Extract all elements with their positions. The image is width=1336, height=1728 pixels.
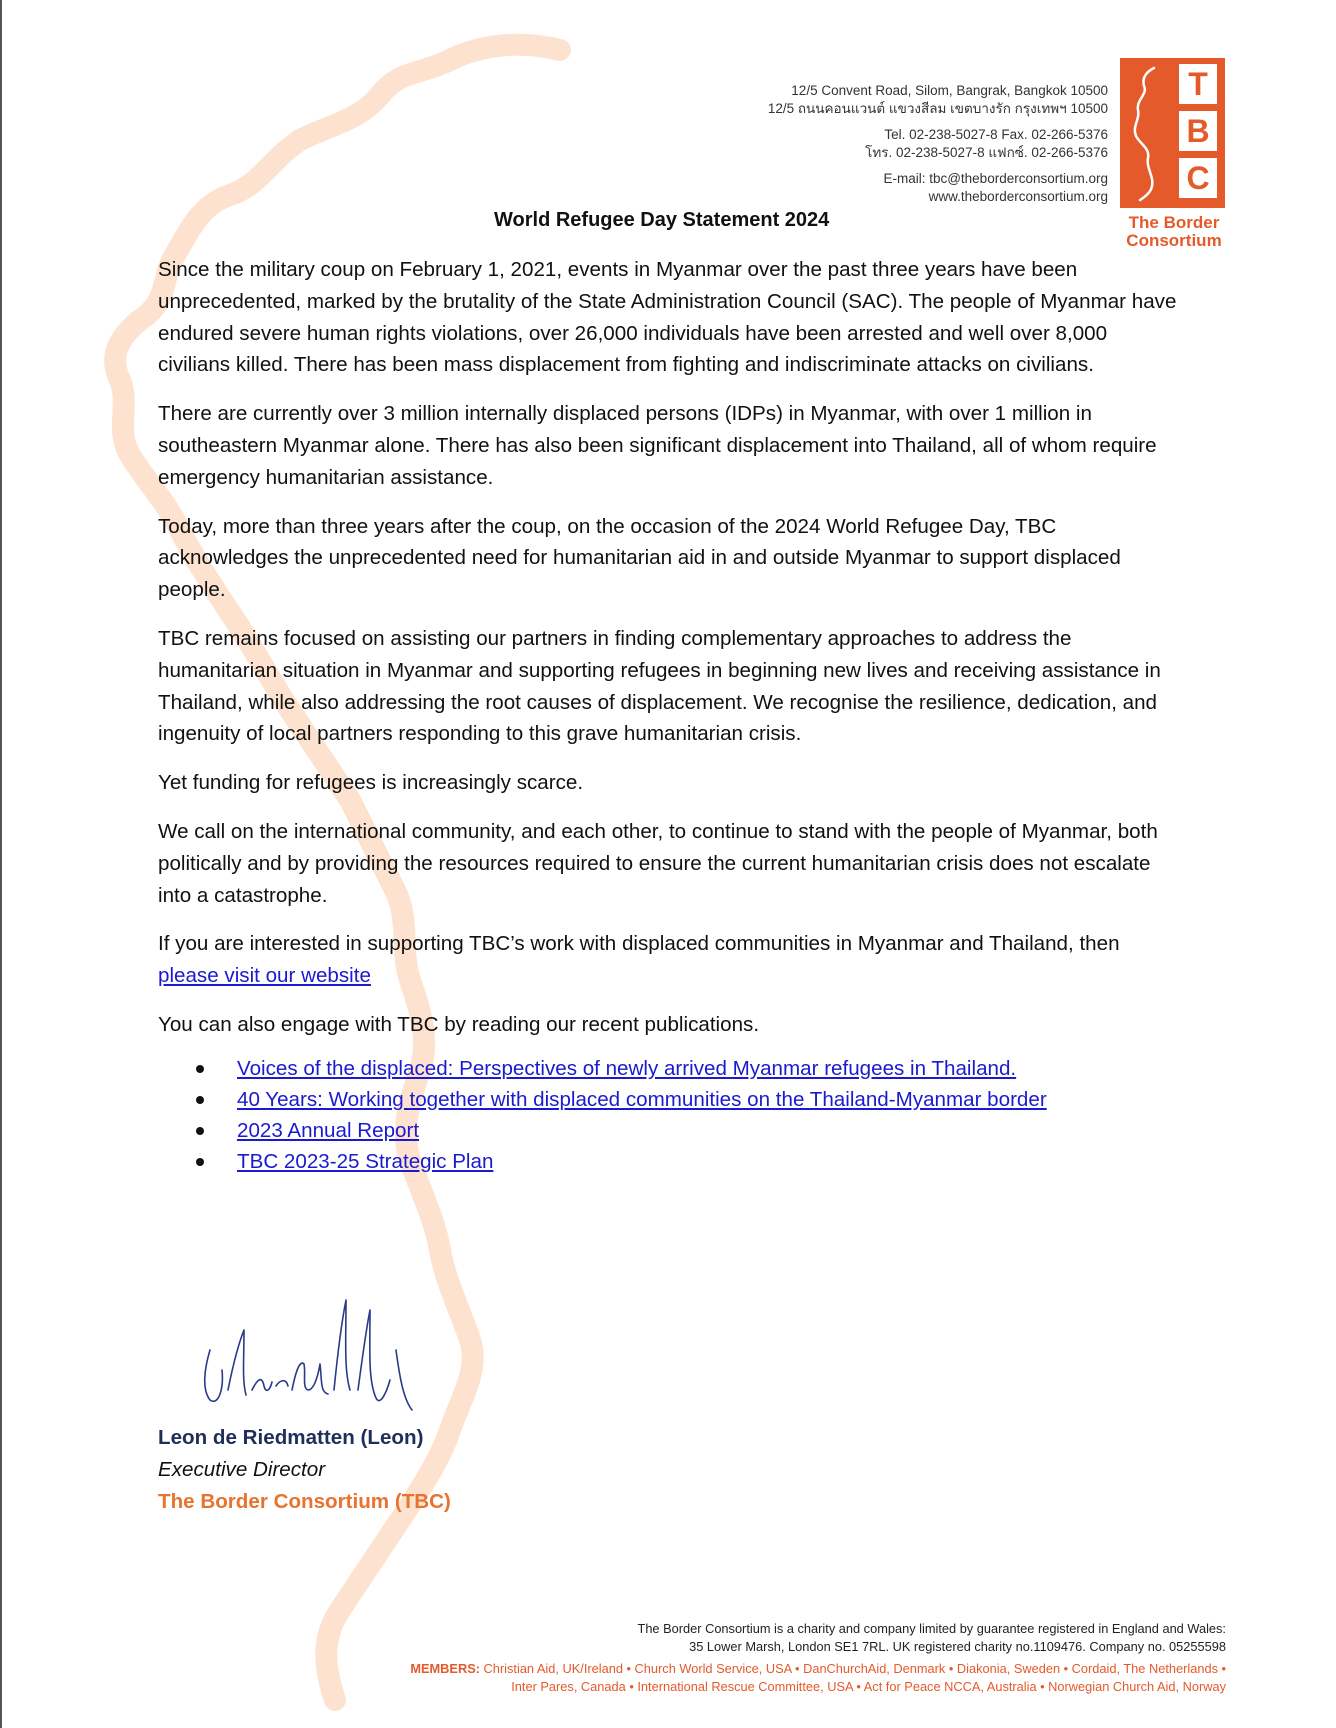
list-item [158,1053,1178,1084]
email-address: E-mail: tbc@theborderconsortium.org [883,171,1108,186]
publication-link-annual-report[interactable]: 2023 Annual Report [237,1118,420,1142]
publication-link-strategic-plan[interactable]: TBC 2023-25 Strategic Plan [237,1149,494,1173]
logo-name-line1: The Border [1128,213,1220,232]
tel-fax-thai: โทร. 02-238-5027-8 แฟกซ์. 02-266-5376 [865,145,1108,160]
address-english: 12/5 Convent Road, Silom, Bangrak, Bangkok 10500 [791,83,1108,98]
page-footer [410,1620,1226,1696]
page-edge [0,0,2,1728]
logo-letter-c: C [1179,158,1217,198]
paragraph-engage: You can also engage with TBC by reading our recent publications. [158,1012,760,1036]
tbc-logo [1120,58,1225,254]
paragraph-funding: Yet funding for refugees is increasingly scarce. [158,771,584,795]
support-text: If you are interested in supporting TBC’s work with displaced communities in Myanmar and Thailand, then [158,932,1120,956]
signer-role: Executive Director [158,1458,326,1481]
paragraph-coup: Since the military coup on February 1, 2021, events in Myanmar over the past three years have been unprecedented, marked by the brutality of the State Administration Council (SAC). The people of Myanmar have endured severe human rights violations, over 26,000 individuals have been arrested and well over 8,000 civilians killed. There has been mass displacement from fighting and indiscriminate attacks on civilians. [158,258,1177,377]
members-line1: Christian Aid, UK/Ireland • Church World Service, USA • DanChurchAid, Denmark • Diakonia, Sweden • Cordaid, The Netherlands • [480,1661,1226,1676]
logo-org-name [1120,214,1228,250]
address-thai: 12/5 ถนนคอนแวนต์ แขวงสีลม เขตบางรัก กรุงเทพฯ 10500 [767,101,1108,116]
bullet-icon [196,1158,204,1166]
paragraph-support [158,928,1178,992]
handwritten-signature [200,1290,440,1420]
paragraph-idps: There are currently over 3 million internally displaced persons (IDPs) in Myanmar, with over 1 million in southeastern Myanmar alone. There has also been significant displacement into Thailand, all of whom require emergency humanitarian assistance. [158,402,1157,489]
footer-registration: The Border Consortium is a charity and company limited by guarantee registered in England and Wales: [637,1621,1226,1636]
signer-organization: The Border Consortium (TBC) [158,1490,451,1513]
members-line2: Inter Pares, Canada • International Rescue Committee, USA • Act for Peace NCCA, Australia • Norwegian Church Aid, Norway [511,1679,1226,1694]
logo-letter-b: B [1179,111,1217,151]
bullet-icon [196,1065,204,1073]
border-map-icon [1124,64,1180,204]
website-address: www.theborderconsortium.org [928,189,1108,204]
publication-link-40-years[interactable]: 40 Years: Working together with displaced communities on the Thailand-Myanmar border [237,1087,1047,1111]
letterhead-address [768,82,1108,206]
bullet-icon [196,1096,204,1104]
paragraph-call: We call on the international community, and each other, to continue to stand with the people of Myanmar, both politically and by providing the resources required to ensure the current humanitarian crisis does not escalate into a catastrophe. [158,819,1158,907]
logo-name-line2: Consortium [1126,231,1222,250]
list-item [158,1084,1178,1115]
signer-name: Leon de Riedmatten (Leon) [158,1426,424,1449]
statement-title: World Refugee Day Statement 2024 [494,209,830,231]
members-label: MEMBERS: [410,1661,480,1676]
paragraph-today: Today, more than three years after the coup, on the occasion of the 2024 World Refugee Day, TBC acknowledges the unprecedented need for humanitarian aid in and outside Myanmar to support displaced people. [158,514,1121,602]
logo-letter-t: T [1179,64,1217,104]
list-item [158,1146,1178,1177]
footer-charity-info: 35 Lower Marsh, London SE1 7RL. UK registered charity no.1109476. Company no. 05255598 [689,1639,1226,1654]
tel-fax-english: Tel. 02-238-5027-8 Fax. 02-266-5376 [884,127,1108,142]
bullet-icon [196,1127,204,1135]
paragraph-focus: TBC remains focused on assisting our partners in finding complementary approaches to address the humanitarian situation in Myanmar and supporting refugees in beginning new lives and receiving assistance in Thailand, while also addressing the root causes of displacement. We recognise the resilience, dedication, and ingenuity of local partners responding to this grave humanitarian crisis. [158,626,1161,746]
signer-block [158,1422,451,1518]
logo-box [1120,58,1225,208]
statement-body [158,254,1178,1177]
list-item [158,1115,1178,1146]
footer-members [410,1660,1226,1696]
website-link[interactable]: please visit our website [158,964,371,988]
publication-link-voices[interactable]: Voices of the displaced: Perspectives of newly arrived Myanmar refugees in Thailand. [237,1056,1017,1080]
publications-list [158,1053,1178,1177]
